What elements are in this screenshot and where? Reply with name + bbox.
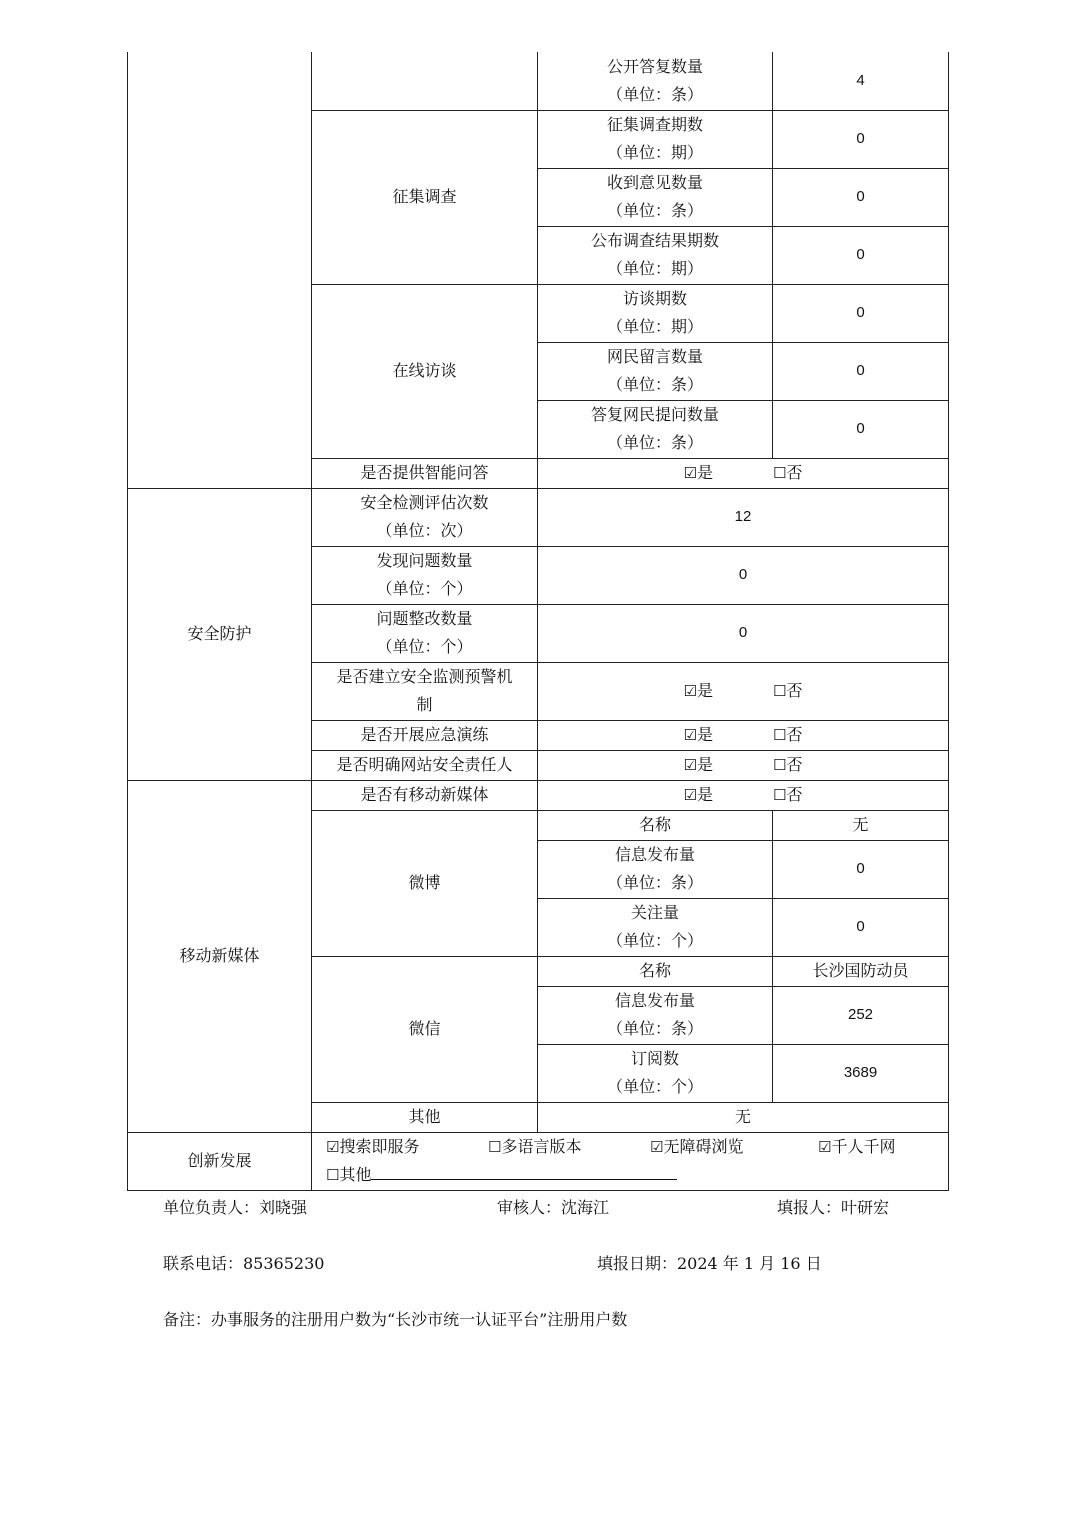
checked-checkbox-icon[interactable]: ☑ bbox=[683, 756, 697, 774]
yes-no-options: ☑是 ☐否 bbox=[538, 458, 949, 488]
row-label: 是否提供智能问答 bbox=[312, 458, 538, 488]
yes-no-options: ☑是 ☐否 bbox=[538, 662, 949, 720]
row-value: 3689 bbox=[773, 1044, 949, 1102]
yes-no-options: ☑是 ☐否 bbox=[538, 720, 949, 750]
row-value: 0 bbox=[773, 342, 949, 400]
row-label: 关注量 （单位：个） bbox=[538, 898, 773, 956]
unchecked-checkbox-icon[interactable]: ☐ bbox=[326, 1166, 340, 1184]
unchecked-checkbox-icon[interactable]: ☐ bbox=[773, 464, 787, 482]
checked-checkbox-icon[interactable]: ☑ bbox=[326, 1138, 340, 1156]
row-value: 0 bbox=[773, 840, 949, 898]
prev-group-cell bbox=[312, 52, 538, 110]
yes-no-options: ☑是 ☐否 bbox=[538, 750, 949, 780]
unit-head: 单位负责人：刘晓强 bbox=[163, 1198, 308, 1217]
row-label: 征集调查期数 （单位：期） bbox=[538, 110, 773, 168]
row-label: 收到意见数量 （单位：条） bbox=[538, 168, 773, 226]
row-label: 网民留言数量 （单位：条） bbox=[538, 342, 773, 400]
row-value: 0 bbox=[773, 110, 949, 168]
row-label: 是否有移动新媒体 bbox=[312, 780, 538, 810]
checked-checkbox-icon[interactable]: ☑ bbox=[818, 1138, 832, 1156]
checked-checkbox-icon[interactable]: ☑ bbox=[683, 464, 697, 482]
report-date: 填报日期：2024 年 1 月 16 日 bbox=[597, 1254, 822, 1273]
row-label: 信息发布量 （单位：条） bbox=[538, 840, 773, 898]
row-label: 信息发布量 （单位：条） bbox=[538, 986, 773, 1044]
group-label: 微博 bbox=[312, 810, 538, 956]
checked-checkbox-icon[interactable]: ☑ bbox=[683, 726, 697, 744]
unchecked-checkbox-icon[interactable]: ☐ bbox=[773, 756, 787, 774]
row-label: 公开答复数量 （单位：条） bbox=[538, 52, 773, 110]
row-label: 名称 bbox=[538, 810, 773, 840]
section-label: 创新发展 bbox=[128, 1132, 312, 1190]
row-value: 252 bbox=[773, 986, 949, 1044]
row-label: 公布调查结果期数 （单位：期） bbox=[538, 226, 773, 284]
unchecked-checkbox-icon[interactable]: ☐ bbox=[488, 1138, 502, 1156]
row-value: 12 bbox=[538, 488, 949, 546]
reviewer: 审核人：沈海江 bbox=[497, 1198, 610, 1217]
unchecked-checkbox-icon[interactable]: ☐ bbox=[773, 786, 787, 804]
other-fill-line bbox=[371, 1161, 677, 1180]
innovation-options: ☑搜索即服务 ☐多语言版本 ☑无障碍浏览 ☑千人千网 ☐其他 bbox=[312, 1132, 949, 1190]
filler: 填报人：叶研宏 bbox=[777, 1198, 890, 1217]
checked-checkbox-icon[interactable]: ☑ bbox=[683, 682, 697, 700]
row-label: 问题整改数量 （单位：个） bbox=[312, 604, 538, 662]
section-label: 安全防护 bbox=[128, 488, 312, 780]
unchecked-checkbox-icon[interactable]: ☐ bbox=[773, 726, 787, 744]
row-value: 0 bbox=[538, 546, 949, 604]
row-label: 是否明确网站安全责任人 bbox=[312, 750, 538, 780]
row-value: 0 bbox=[773, 284, 949, 342]
row-value: 0 bbox=[773, 226, 949, 284]
row-label: 名称 bbox=[538, 956, 773, 986]
row-label: 是否开展应急演练 bbox=[312, 720, 538, 750]
row-value: 4 bbox=[773, 52, 949, 110]
row-value: 0 bbox=[538, 604, 949, 662]
unchecked-checkbox-icon[interactable]: ☐ bbox=[773, 682, 787, 700]
checked-checkbox-icon[interactable]: ☑ bbox=[683, 786, 697, 804]
group-label: 微信 bbox=[312, 956, 538, 1102]
row-value: 长沙国防动员 bbox=[773, 956, 949, 986]
section-label: 移动新媒体 bbox=[128, 780, 312, 1132]
row-value: 无 bbox=[538, 1102, 949, 1132]
row-value: 0 bbox=[773, 168, 949, 226]
row-label: 其他 bbox=[312, 1102, 538, 1132]
remark: 备注：办事服务的注册用户数为“长沙市统一认证平台”注册用户数 bbox=[163, 1310, 628, 1329]
prev-section-cell bbox=[128, 52, 312, 488]
row-label: 订阅数 （单位：个） bbox=[538, 1044, 773, 1102]
row-label: 安全检测评估次数 （单位：次） bbox=[312, 488, 538, 546]
row-value: 0 bbox=[773, 898, 949, 956]
group-label: 征集调查 bbox=[312, 110, 538, 284]
yes-no-options: ☑是 ☐否 bbox=[538, 780, 949, 810]
row-label: 答复网民提问数量 （单位：条） bbox=[538, 400, 773, 458]
row-label: 是否建立安全监测预警机 制 bbox=[312, 662, 538, 720]
contact-phone: 联系电话：85365230 bbox=[163, 1254, 325, 1273]
row-value: 无 bbox=[773, 810, 949, 840]
report-table bbox=[127, 52, 949, 1191]
row-label: 发现问题数量 （单位：个） bbox=[312, 546, 538, 604]
row-label: 访谈期数 （单位：期） bbox=[538, 284, 773, 342]
group-label: 在线访谈 bbox=[312, 284, 538, 458]
row-value: 0 bbox=[773, 400, 949, 458]
checked-checkbox-icon[interactable]: ☑ bbox=[650, 1138, 664, 1156]
